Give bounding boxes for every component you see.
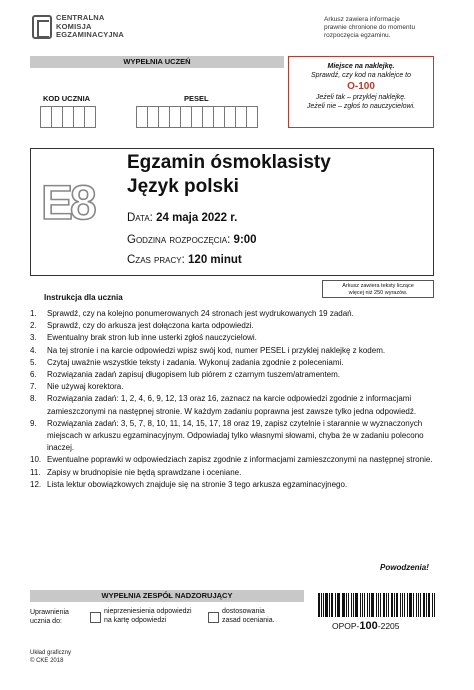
instruction-item (30, 454, 442, 466)
barcode-bar (418, 593, 419, 617)
instruction-item (30, 345, 442, 357)
barcode-bar (325, 593, 328, 617)
instruction-text: Ewentualny brak stron lub inne usterki zgłoś nauczycielowi. (47, 333, 257, 343)
good-luck: Powodzenia! (380, 563, 429, 572)
adjusted-grading-checkbox[interactable] (208, 612, 219, 623)
cke-logo-text: CENTRALNA KOMISJA EGZAMINACYJNA (56, 13, 125, 39)
exam-date: Data: 24 maja 2022 r. (127, 212, 238, 224)
instruction-item (30, 320, 442, 332)
instruction-text: Czytaj uważnie wszystkie teksty i zadania. Wykonuj zadania zgodnie z poleceniami. (47, 357, 344, 367)
barcode-bar (351, 593, 353, 617)
instruction-number: 12. (30, 479, 42, 489)
barcode-bar (355, 593, 358, 617)
footer-credit: Układ graficzny © CKE 2018 (30, 650, 72, 664)
texts-note: Arkusz zawiera teksty liczące więcej niż 250 wyrazów. (322, 280, 434, 298)
barcode-bar (420, 593, 421, 617)
no-transfer-label: nieprzeniesienia odpowiedzi na kartę odpowiedzi (104, 608, 192, 624)
cke-logo (32, 14, 124, 40)
instruction-text: Zapisy w brudnopisie nie będą sprawdzane i oceniane. (47, 467, 242, 477)
instructions-title: Instrukcja dla ucznia (44, 293, 123, 302)
instruction-text: Na tej stronie i na karcie odpowiedzi wpisz swój kod, numer PESEL i przyklej naklejkę z kodem. (47, 345, 386, 355)
barcode-bar (367, 593, 368, 617)
cke-logo-icon (32, 15, 52, 39)
instruction-number: 7. (30, 382, 37, 392)
barcode-bar (369, 593, 370, 617)
instruction-text: Sprawdź, czy na kolejno ponumerowanych 24 stronach jest wydrukowanych 19 zadań. (47, 309, 354, 318)
barcode (318, 593, 436, 617)
barcode-bar (380, 593, 381, 617)
barcode-bar (386, 593, 387, 617)
instruction-number: 2. (30, 321, 37, 331)
barcode-bar (321, 593, 322, 617)
sticker-code: O-100 (347, 81, 375, 92)
barcode-bar (391, 593, 394, 617)
pesel-cell[interactable] (246, 106, 258, 128)
barcode-bar (426, 593, 427, 617)
barcode-bar (360, 593, 361, 617)
e8-mark: E8 (41, 177, 94, 230)
sticker-area[interactable]: Miejsce na naklejkę. Sprawdź, czy kod na naklejce to O-100 Jeżeli tak – przyklej naklejkę. Jeżeli nie – zgłoś to nauczycielowi. (288, 56, 434, 128)
barcode-bar (409, 593, 412, 617)
barcode-bar (318, 593, 320, 617)
pesel-label: PESEL (184, 94, 209, 103)
instruction-item (30, 369, 442, 381)
barcode-bar (428, 593, 431, 617)
barcode-bar (342, 593, 345, 617)
barcode-bar (362, 593, 363, 617)
instruction-text: Rozwiązania zadań: 1, 2, 4, 6, 9, 12, 13 oraz 16, zaznacz na karcie odpowiedzi zgodnie z informacjami zamieszczonymi na następnej stronie. W każdym zadaniu poprawna jest zawsze tylko jedna odpowiedź. (47, 394, 417, 416)
barcode-bar (364, 593, 366, 617)
instruction-text: Ewentualne poprawki w odpowiedziach zapisz zgodnie z informacjami zamieszczonymi na następnej stronie. (47, 455, 433, 465)
barcode-bar (413, 593, 414, 617)
barcode-bar (416, 593, 418, 617)
barcode-bar (348, 593, 349, 617)
instruction-item (30, 393, 442, 417)
barcode-bar (423, 593, 425, 617)
instruction-text: Lista lektur obowiązkowych znajduje się na stronie 3 tego arkusza egzaminacyjnego. (47, 479, 348, 489)
permissions-label: Uprawnienia ucznia do: (30, 609, 69, 625)
exam-duration: Czas pracy: 120 minut (127, 254, 242, 266)
instruction-number: 4. (30, 345, 37, 355)
instruction-number: 11. (30, 467, 41, 477)
exam-start-time: Godzina rozpoczęcia: 9:00 (127, 234, 257, 246)
instruction-number: 3. (30, 333, 37, 343)
instruction-text: Sprawdź, czy do arkusza jest dołączona karta odpowiedzi. (47, 321, 254, 331)
instruction-item (30, 332, 442, 344)
barcode-bar (432, 593, 433, 617)
exam-code: OPOP-100-2205 (332, 620, 400, 632)
no-transfer-checkbox[interactable] (90, 612, 101, 623)
barcode-bar (371, 593, 374, 617)
barcode-bar (376, 593, 378, 617)
student-code-label: KOD UCZNIA (43, 94, 91, 103)
exam-title-box (30, 148, 434, 276)
barcode-bar (335, 593, 336, 617)
instruction-item (30, 479, 442, 491)
legal-notice: Arkusz zawiera informacje prawnie chronione do momentu rozpoczęcia egzaminu. (324, 16, 416, 39)
instruction-number: 1. (30, 309, 37, 318)
barcode-bar (383, 593, 385, 617)
instruction-item (30, 467, 442, 479)
barcode-bar (353, 593, 354, 617)
barcode-bar (396, 593, 398, 617)
instruction-number: 9. (30, 418, 37, 428)
barcode-bar (338, 593, 340, 617)
barcode-bar (404, 593, 405, 617)
instruction-item (30, 308, 442, 320)
instruction-item (30, 357, 442, 369)
instruction-number: 8. (30, 394, 37, 404)
supervisors-section-header: WYPEŁNIA ZESPÓŁ NADZORUJĄCY (30, 590, 304, 602)
student-code-field[interactable] (40, 106, 95, 128)
instructions-list (30, 308, 442, 491)
barcode-bar (402, 593, 404, 617)
instruction-item (30, 418, 442, 455)
instruction-number: 5. (30, 357, 37, 367)
instruction-text: Rozwiązania zadań: 3, 5, 7, 8, 10, 11, 14, 15, 17, 18 oraz 19, zapisz czytelnie i starannie w wyznaczonych miejscach w arkuszu egzaminacyjnym. Odpowiadaj tylko własnymi słowami, chyba że w zadaniu polecono inaczej. (47, 418, 424, 453)
barcode-bar (329, 593, 330, 617)
instruction-number: 6. (30, 370, 37, 380)
barcode-bar (337, 593, 338, 617)
student-section-header: WYPEŁNIA UCZEŃ (30, 56, 284, 68)
barcode-bar (388, 593, 389, 617)
barcode-bar (407, 593, 408, 617)
instruction-item (30, 381, 442, 393)
barcode-bar (394, 593, 395, 617)
barcode-bar (323, 593, 324, 617)
barcode-bar (331, 593, 333, 617)
adjusted-grading-label: dostosowania zasad oceniania. (222, 608, 275, 624)
barcode-bar (346, 593, 347, 617)
student-code-cell[interactable] (84, 106, 96, 128)
instruction-number: 10. (30, 455, 42, 465)
exam-subject: Język polski (127, 176, 239, 197)
barcode-bar (434, 593, 435, 617)
exam-title: Egzamin ósmoklasisty (127, 152, 331, 173)
instruction-text: Rozwiązania zadań zapisuj długopisem lub piórem z czarnym tuszem/atramentem. (47, 370, 341, 380)
barcode-bar (378, 593, 379, 617)
instruction-text: Nie używaj korektora. (47, 382, 124, 392)
pesel-field[interactable] (136, 106, 257, 128)
barcode-bar (400, 593, 401, 617)
